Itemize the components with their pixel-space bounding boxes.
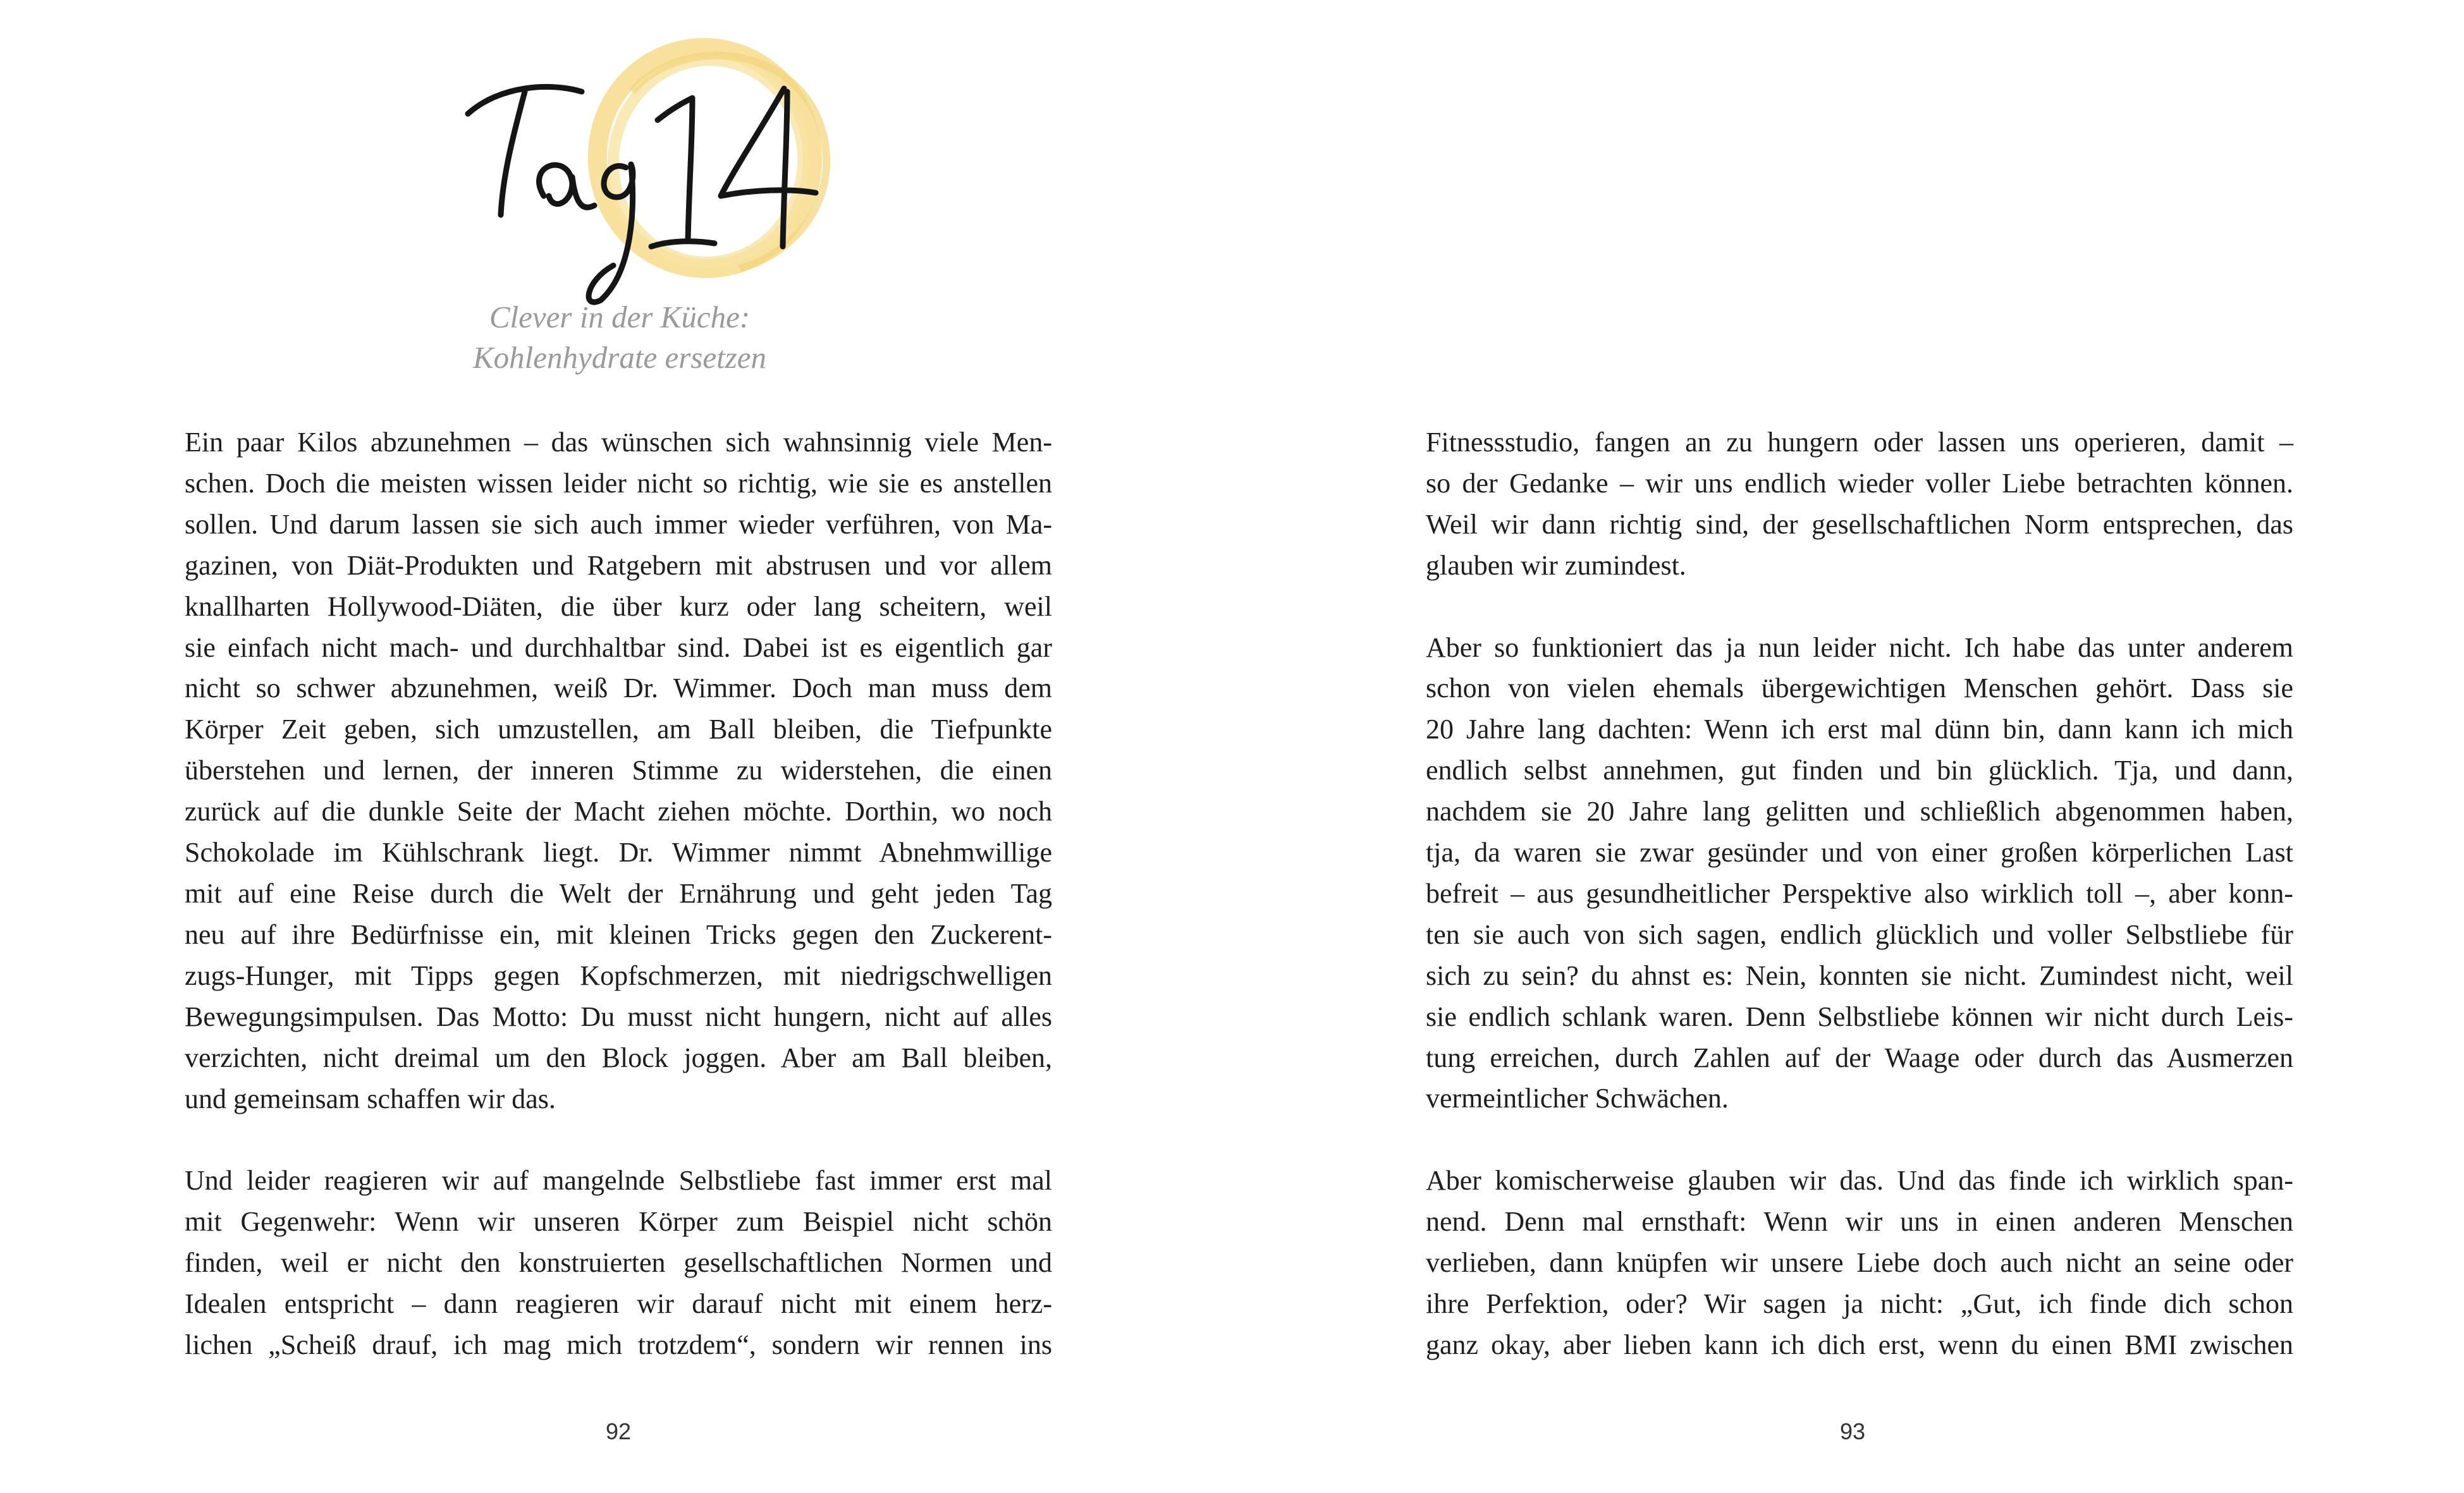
text-line: zugs-Hunger, mit Tipps gegen Kopfschmerzen, mit niedrigschwelligen xyxy=(185,960,1052,991)
text-line: verzichten, nicht dreimal um den Block joggen. Aber am Ball bleiben, xyxy=(185,1042,1052,1073)
subtitle-line-1: Clever in der Küche: xyxy=(489,300,751,334)
text-line: so der Gedanke – wir uns endlich wieder voller Liebe betrachten können. xyxy=(1426,467,2293,499)
text-line: sollen. Und darum lassen sie sich auch immer wieder verführen, von Ma- xyxy=(185,508,1052,540)
text-line: 20 Jahre lang dachten: Wenn ich erst mal dünn bin, dann kann ich mich xyxy=(1426,714,2293,745)
text-line: Idealen entspricht – dann reagieren wir darauf nicht mit einem herz- xyxy=(185,1288,1052,1320)
text-line: Weil wir dann richtig sind, der gesellschaftlichen Norm entsprechen, das xyxy=(1426,508,2293,540)
text-line: nachdem sie 20 Jahre lang gelitten und schließlich abgenommen haben, xyxy=(1426,796,2293,827)
subtitle-line-2: Kohlenhydrate ersetzen xyxy=(472,340,767,375)
paragraph-gap xyxy=(1426,587,2293,628)
chapter-heading-graphic xyxy=(443,32,873,310)
chapter-subtitle xyxy=(329,297,910,378)
text-line: endlich selbst annehmen, gut finden und bin glücklich. Tja, und dann, xyxy=(1426,755,2293,786)
text-line: Fitnessstudio, fangen an zu hungern oder lassen uns operieren, damit – xyxy=(1426,427,2293,458)
text-line: neu auf ihre Bedürfnisse ein, mit kleinen Tricks gegen den Zuckerent- xyxy=(185,918,1052,950)
page-number-left: 92 xyxy=(605,1418,632,1444)
text-line: sie endlich schlank waren. Denn Selbstliebe können wir nicht durch Leis- xyxy=(1426,1001,2293,1032)
text-line: lichen „Scheiß drauf, ich mag mich trotzdem“, sondern wir rennen ins xyxy=(185,1329,1052,1360)
text-line: ten sie auch von sich sagen, endlich glücklich und voller Selbstliebe für xyxy=(1426,918,2293,950)
right-body-text xyxy=(1426,422,2293,1366)
text-line: knallharten Hollywood-Diäten, die über kurz oder lang scheitern, weil xyxy=(185,590,1052,622)
text-line: tja, da waren sie zwar gesünder und von einer großen körperlichen Last xyxy=(1426,837,2293,868)
text-line: nend. Denn mal ernsthaft: Wenn wir uns in einen anderen Menschen xyxy=(1426,1206,2293,1238)
text-line: finden, weil er nicht den konstruierten gesellschaftlichen Normen und xyxy=(185,1247,1052,1279)
text-line: sie einfach nicht mach- und durchhaltbar sind. Dabei ist es eigentlich gar xyxy=(185,631,1052,663)
paragraph-gap xyxy=(1426,1119,2293,1161)
text-line: vermeintlicher Schwächen. xyxy=(1426,1083,1729,1114)
page-number-right: 93 xyxy=(1839,1418,1866,1444)
paragraph-gap xyxy=(185,1119,1052,1161)
text-line: schen. Doch die meisten wissen leider nicht so richtig, wie sie es anstellen xyxy=(185,467,1052,499)
text-line: schon von vielen ehemals übergewichtigen Menschen gehört. Dass sie xyxy=(1426,673,2293,704)
text-line: mit Gegenwehr: Wenn wir unseren Körper zum Beispiel nicht schön xyxy=(185,1206,1052,1238)
text-line: gazinen, von Diät-Produkten und Ratgebern mit abstrusen und vor allem xyxy=(185,549,1052,581)
right-page xyxy=(1232,0,2464,1493)
text-line: und gemeinsam schaffen wir das. xyxy=(185,1083,556,1114)
text-line: sich zu sein? du ahnst es: Nein, konnten sie nicht. Zumindest nicht, weil xyxy=(1426,960,2293,991)
text-line: Ein paar Kilos abzunehmen – das wünschen sich wahnsinnig viele Men- xyxy=(185,427,1052,458)
text-line: tung erreichen, durch Zahlen auf der Waage oder durch das Ausmerzen xyxy=(1426,1042,2293,1073)
left-body-text xyxy=(185,422,1052,1366)
text-line: Bewegungsimpulsen. Das Motto: Du musst nicht hungern, nicht auf alles xyxy=(185,1001,1052,1032)
text-line: glauben wir zumindest. xyxy=(1426,549,1686,581)
text-line: verlieben, dann knüpfen wir unsere Liebe doch auch nicht an seine oder xyxy=(1426,1247,2293,1279)
text-line: mit auf eine Reise durch die Welt der Ernährung und geht jeden Tag xyxy=(185,877,1052,909)
text-line: nicht so schwer abzunehmen, weiß Dr. Wimmer. Doch man muss dem xyxy=(185,673,1052,704)
text-line: Aber komischerweise glauben wir das. Und das finde ich wirklich span- xyxy=(1426,1165,2293,1197)
text-line: befreit – aus gesundheitlicher Perspektive also wirklich toll –, aber konn- xyxy=(1426,877,2293,909)
text-line: Und leider reagieren wir auf mangelnde Selbstliebe fast immer erst mal xyxy=(185,1165,1052,1197)
text-line: Aber so funktioniert das ja nun leider nicht. Ich habe das unter anderem xyxy=(1426,631,2293,663)
text-line: ganz okay, aber lieben kann ich dich erst, wenn du einen BMI zwischen xyxy=(1426,1329,2293,1360)
text-line: ihre Perfektion, oder? Wir sagen ja nicht: „Gut, ich finde dich schon xyxy=(1426,1288,2293,1319)
highlight-circle-icon xyxy=(580,32,830,286)
text-line: Schokolade im Kühlschrank liegt. Dr. Wimmer nimmt Abnehmwillige xyxy=(185,837,1052,868)
text-line: überstehen und lernen, der inneren Stimme zu widerstehen, die einen xyxy=(185,755,1052,786)
text-line: Körper Zeit geben, sich umzustellen, am Ball bleiben, die Tiefpunkte xyxy=(185,714,1052,745)
text-line: zurück auf die dunkle Seite der Macht ziehen möchte. Dorthin, wo noch xyxy=(185,796,1052,827)
